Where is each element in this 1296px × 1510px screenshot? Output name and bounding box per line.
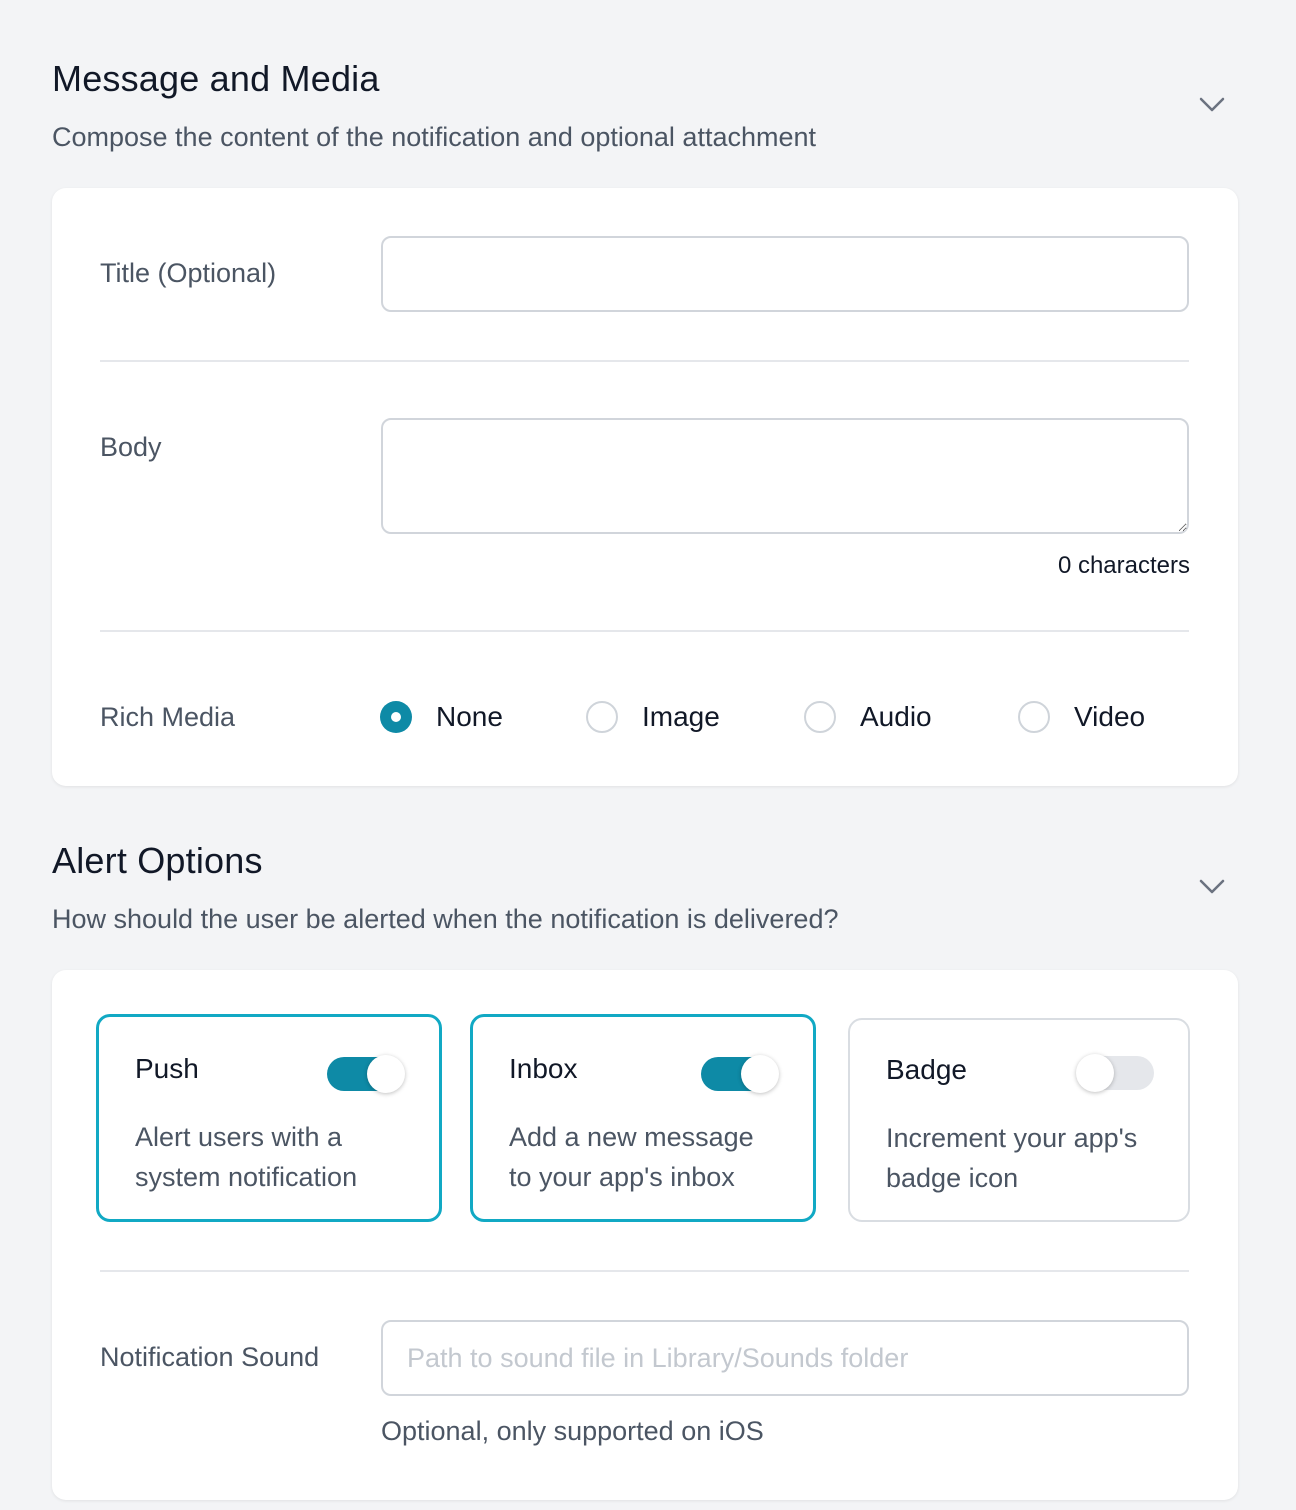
radio-unchecked-icon[interactable]	[1018, 701, 1050, 733]
sound-label: Notification Sound	[100, 1342, 320, 1372]
divider	[100, 360, 1189, 362]
badge-toggle[interactable]	[1078, 1056, 1154, 1090]
character-count: 0 characters	[1057, 552, 1190, 579]
option-title: Badge	[886, 1054, 967, 1085]
radio-label: Video	[1074, 701, 1146, 732]
divider	[100, 1270, 1189, 1272]
option-description: Add a new message to your app's inbox	[509, 1122, 754, 1192]
option-title: Push	[135, 1053, 199, 1084]
sound-helper-text: Optional, only supported on iOS	[381, 1416, 764, 1446]
inbox-option-card[interactable]	[470, 1014, 816, 1222]
chevron-down-icon[interactable]	[1198, 90, 1226, 118]
radio-video[interactable]	[1018, 698, 1145, 736]
toggle-knob	[741, 1055, 779, 1093]
radio-audio[interactable]	[804, 698, 932, 736]
toggle-knob	[367, 1055, 405, 1093]
badge-option-card[interactable]	[848, 1018, 1190, 1222]
radio-label: Audio	[860, 701, 932, 732]
alert-options-header	[52, 840, 1238, 935]
body-label: Body	[100, 432, 162, 462]
option-title: Inbox	[509, 1053, 578, 1084]
inbox-toggle[interactable]	[701, 1057, 777, 1091]
toggle-knob	[1076, 1054, 1114, 1092]
section-title: Message and Media	[52, 58, 380, 99]
push-toggle[interactable]	[327, 1057, 403, 1091]
radio-none[interactable]	[380, 698, 503, 736]
sound-input[interactable]	[381, 1320, 1189, 1396]
section-subtitle: How should the user be alerted when the notification is delivered?	[52, 904, 839, 934]
option-description: Alert users with a system notification	[135, 1122, 358, 1192]
radio-unchecked-icon[interactable]	[586, 701, 618, 733]
message-media-card	[52, 188, 1238, 786]
alert-options-card	[52, 970, 1238, 1500]
radio-label: Image	[642, 701, 720, 732]
title-input[interactable]	[381, 236, 1189, 312]
chevron-down-icon[interactable]	[1198, 872, 1226, 900]
push-option-card[interactable]	[96, 1014, 442, 1222]
rich-media-label: Rich Media	[100, 702, 236, 732]
body-textarea[interactable]	[381, 418, 1189, 534]
radio-checked-icon[interactable]	[380, 701, 412, 733]
radio-image[interactable]	[586, 698, 720, 736]
radio-label: None	[436, 701, 503, 732]
divider	[100, 630, 1189, 632]
message-media-header	[52, 58, 1238, 153]
radio-unchecked-icon[interactable]	[804, 701, 836, 733]
title-label: Title (Optional)	[100, 258, 277, 288]
option-description: Increment your app's badge icon	[886, 1123, 1138, 1193]
rich-media-radio-group	[380, 698, 1180, 736]
section-title: Alert Options	[52, 840, 263, 881]
section-subtitle: Compose the content of the notification and optional attachment	[52, 122, 817, 152]
